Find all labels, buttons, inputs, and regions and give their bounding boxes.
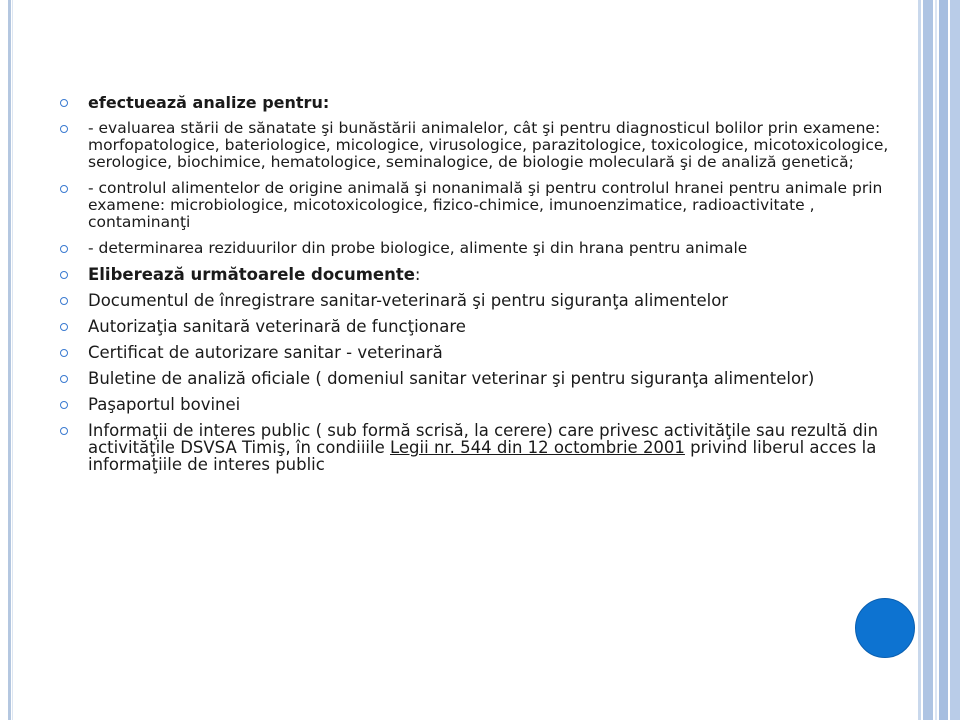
list-item-text-suffix: : — [414, 265, 421, 284]
bullet-icon — [60, 99, 68, 107]
list-item-text: Buletine de analiză oficiale ( domeniul sanitar veterinar şi pentru siguranţa alimentelor) — [88, 369, 815, 388]
list-item-text: - controlul alimentelor de origine animală şi nonanimală şi pentru controlul hranei pentru animale prin examene: microbiologice, micotoxicologice, fizico-chimice, imunoenzimatice, radioactivitate , contaminanţi — [88, 179, 883, 231]
list-item-text: - determinarea reziduurilor din probe biologice, alimente şi din hrana pentru animale — [88, 239, 748, 257]
bullet-icon — [60, 401, 68, 409]
list-item — [60, 396, 920, 413]
list-item-text: Documentul de înregistrare sanitar-veterinară şi pentru siguranţa alimentelor — [88, 291, 729, 310]
list-item — [60, 180, 920, 231]
list-item — [60, 318, 920, 335]
list-item-text: - evaluarea stării de sănatate şi bunăstării animalelor, cât şi pentru diagnosticul bolilor prin examene: morfopatologice, bateriologice, micologice, virusologice, parazitologice, toxicologice, micotoxicologice, serologice, biochimice, hematologice, seminalogice, de biologie moleculară şi de analiză genetică; — [88, 119, 889, 171]
list-item-text: efectuează analize pentru: — [88, 93, 330, 112]
list-item-text: Paşaportul bovinei — [88, 395, 241, 414]
decorative-circle — [855, 598, 915, 658]
bullet-icon — [60, 271, 68, 279]
bullet-icon — [60, 125, 68, 133]
list-item-text: Informaţii de interes public ( sub formă scrisă, la cerere) care privesc activităţile sau rezultă din activităţile DSVSA Timiş, în condiiile — [88, 421, 879, 457]
bullet-icon — [60, 323, 68, 331]
left-frame-line — [8, 0, 11, 720]
law-link[interactable]: Legii nr. 544 din 12 octombrie 2001 — [390, 438, 685, 457]
list-item — [60, 344, 920, 361]
list-item-text-suffix: privind liberul acces la informaţiile de interes public — [88, 438, 877, 474]
bullet-icon — [60, 427, 68, 435]
bullet-icon — [60, 245, 68, 253]
list-item-text: Certificat de autorizare sanitar - veterinară — [88, 343, 443, 362]
bullet-icon — [60, 349, 68, 357]
list-item — [60, 422, 920, 473]
list-item — [60, 240, 920, 257]
left-frame-line-inner — [12, 0, 13, 720]
list-item — [60, 370, 920, 387]
list-item — [60, 94, 920, 111]
list-item — [60, 292, 920, 309]
bullet-list — [60, 94, 920, 482]
list-item — [60, 266, 920, 283]
right-decorative-band — [918, 0, 960, 720]
bullet-icon — [60, 185, 68, 193]
list-item-text: Eliberează următoarele documente — [88, 265, 415, 284]
list-item — [60, 120, 920, 171]
bullet-icon — [60, 375, 68, 383]
bullet-icon — [60, 297, 68, 305]
list-item-text: Autorizaţia sanitară veterinară de funcţionare — [88, 317, 466, 336]
